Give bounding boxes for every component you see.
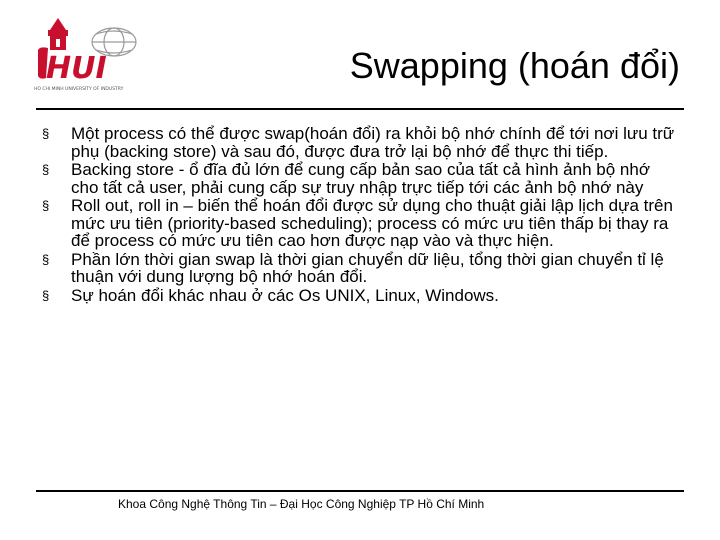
slide-title: Swapping (hoán đổi)	[349, 45, 680, 86]
bullet-item	[40, 161, 680, 196]
bullet-item	[40, 287, 680, 305]
bullet-item	[40, 197, 680, 250]
bullet-text: Phần lớn thời gian swap là thời gian chuyển dữ liệu, tổng thời gian chuyển tỉ lệ thuận với dung lượng bộ nhớ hoán đổi.	[71, 249, 664, 286]
bullet-marker: §	[42, 198, 50, 213]
title-divider	[36, 108, 684, 110]
logo-lettering: HUI	[46, 51, 107, 86]
bullet-marker: §	[42, 287, 50, 303]
bullet-marker: §	[42, 251, 50, 267]
bullet-marker: §	[42, 162, 50, 177]
footer-divider	[36, 490, 684, 492]
bullet-text: Backing store - ổ đĩa đủ lớn để cung cấp bản sao của tất cả hình ảnh bộ nhớ cho tất cả user, phải cung cấp sự truy nhập trực tiếp tới các ảnh bộ nhớ này	[71, 160, 650, 197]
bullet-text: Roll out, roll in – biến thể hoán đổi được sử dụng cho thuật giải lập lịch dựa trên mức ưu tiên (priority-based scheduling); process có mức ưu tiên thấp bị thay ra để process có mức ưu tiên cao hơn được nạp vào và thực hiện.	[71, 196, 673, 250]
slide-footer: Khoa Công Nghệ Thông Tin – Đại Học Công Nghiệp TP Hồ Chí Minh	[118, 497, 485, 511]
bullet-text: Sự hoán đổi khác nhau ở các Os UNIX, Linux, Windows.	[71, 285, 499, 305]
bullet-list	[40, 125, 680, 305]
svg-text:HO CHI MINH UNIVERSITY OF INDU: HO CHI MINH UNIVERSITY OF INDUSTRY	[34, 87, 124, 92]
bullet-text: Một process có thể được swap(hoán đổi) ra khỏi bộ nhớ chính để tới nơi lưu trữ phụ (backing store) và sau đó, được đưa trở lại bộ nhớ để thực thi tiếp.	[71, 124, 675, 161]
bullet-item	[40, 251, 680, 286]
bullet-item	[40, 125, 680, 160]
bullet-marker: §	[42, 126, 50, 141]
university-logo	[30, 18, 150, 100]
